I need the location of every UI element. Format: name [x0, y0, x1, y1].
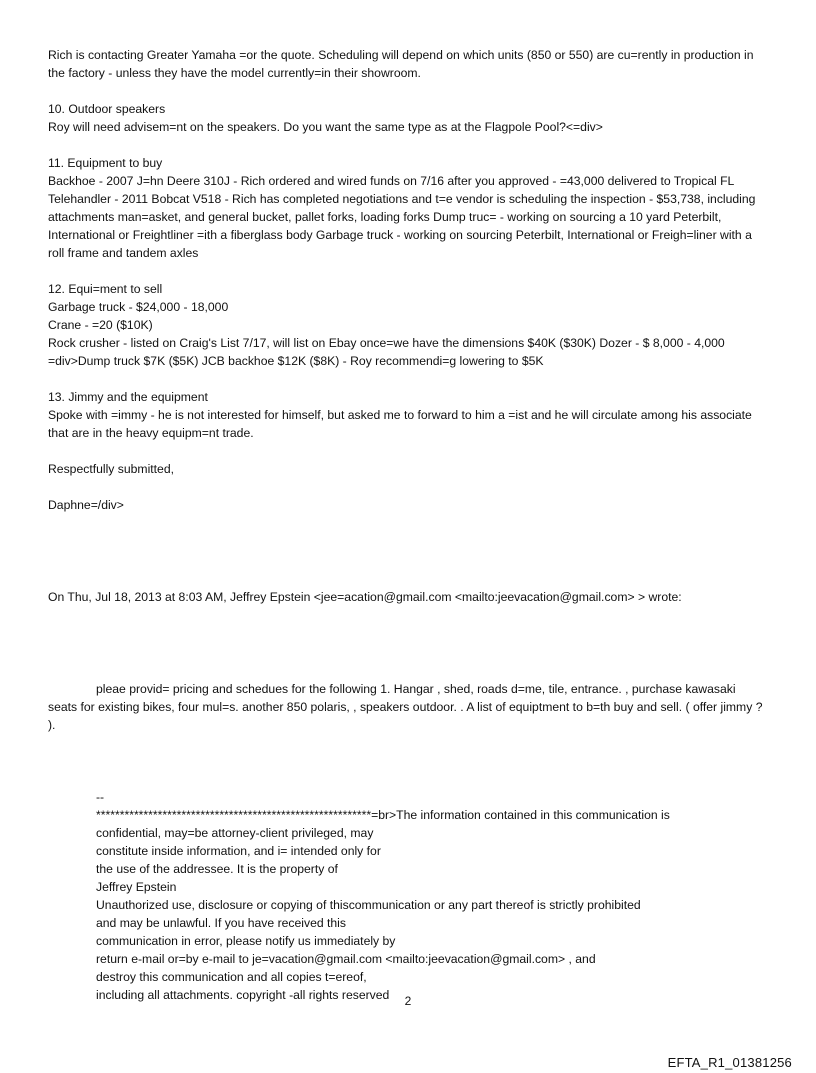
section-heading: 11. Equipment to buy: [48, 156, 163, 170]
document-id: EFTA_R1_01381256: [667, 1055, 792, 1070]
section-text: Spoke with =immy - he is not interested for himself, but asked me to forward to him a =ist and he will circulate among his associate that are in the heavy equipm=nt trade.: [48, 408, 752, 440]
section-jimmy-equipment: [48, 388, 768, 442]
section-equipment-to-sell: [48, 280, 768, 370]
page-number: 2: [404, 994, 412, 1008]
signature-dashes: --: [96, 790, 105, 804]
section-equipment-to-buy: [48, 154, 768, 262]
notice-line: Unauthorized use, disclosure or copying of thiscommunication or any part thereof is strictly prohibited: [96, 898, 641, 912]
notice-line: and may be unlawful. If you have received this: [96, 916, 346, 930]
signature: Daphne=/div>: [48, 498, 124, 512]
email-body: [48, 46, 768, 1004]
notice-line: including all attachments. copyright -all rights reserved: [96, 988, 390, 1002]
notice-line: constitute inside information, and i= intended only for: [96, 844, 381, 858]
section-outdoor-speakers: [48, 100, 768, 136]
notice-line: return e-mail or=by e-mail to je=vacation@gmail.com <mailto:jeevacation@gmail.com> , and: [96, 952, 596, 966]
notice-line: Jeffrey Epstein: [96, 880, 177, 894]
section-heading: 12. Equi=ment to sell: [48, 282, 163, 296]
notice-line: communication in error, please notify us immediately by: [96, 934, 396, 948]
section-text: Backhoe - 2007 J=hn Deere 310J - Rich ordered and wired funds on 7/16 after you approved - =43,000 delivered to Tropical FL Telehandler - 2011 Bobcat V518 - Rich has completed negotiations and t=e vendor is scheduling the inspection - $53,738, including attachments man=asket, and general bucket, pallet forks, loading forks Dump truc= - working on sourcing a 10 yard Peterbilt, International or Freightliner =ith a fiberglass body Garbage truck - working on sourcing Peterbilt, International or Freigh=liner with a roll frame and tandem axles: [48, 174, 756, 260]
quoted-message: pleae provid= pricing and schedues for the following 1. Hangar , shed, roads d=me, tile, entrance. , purchase kawasaki seats for existing bikes, four mul=s. another 850 polaris, , speakers outdoor. . A list of equiptment to b=th buy and sell. ( offer jimmy ? ).: [48, 682, 763, 732]
crane-line: Crane - =20 ($10K): [48, 318, 153, 332]
notice-line: the use of the addressee. It is the property of: [96, 862, 338, 876]
notice-line: confidential, may=be attorney-client privileged, may: [96, 826, 374, 840]
confidentiality-notice: [48, 788, 768, 1004]
quote-header: On Thu, Jul 18, 2013 at 8:03 AM, Jeffrey Epstein <jee=acation@gmail.com <mailto:jeevacation@gmail.com> > wrote:: [48, 590, 682, 604]
section-text: Rock crusher - listed on Craig's List 7/17, will list on Ebay once=we have the dimensions $40K ($30K) Dozer - $ 8,000 - 4,000 =div>Dump truck $7K ($5K) JCB backhoe $12K ($8K) - Roy recommendi=g lowering to $5K: [48, 336, 725, 368]
notice-first-line: **********************************************************=br>The information contained in this communication is: [96, 808, 670, 822]
section-heading: 10. Outdoor speakers: [48, 102, 166, 116]
paragraph-yamaha-quote: Rich is contacting Greater Yamaha =or the quote. Scheduling will depend on which units (850 or 550) are cu=rently in production in the factory - unless they have the model currently=in their showroom.: [48, 48, 754, 80]
section-text: Roy will need advisem=nt on the speakers. Do you want the same type as at the Flagpole Pool?<=div>: [48, 120, 603, 134]
section-heading: 13. Jimmy and the equipment: [48, 390, 208, 404]
closing-line: Respectfully submitted,: [48, 462, 174, 476]
notice-line: destroy this communication and all copies t=ereof,: [96, 970, 367, 984]
garbage-truck-line: Garbage truck - $24,000 - 18,000: [48, 300, 229, 314]
